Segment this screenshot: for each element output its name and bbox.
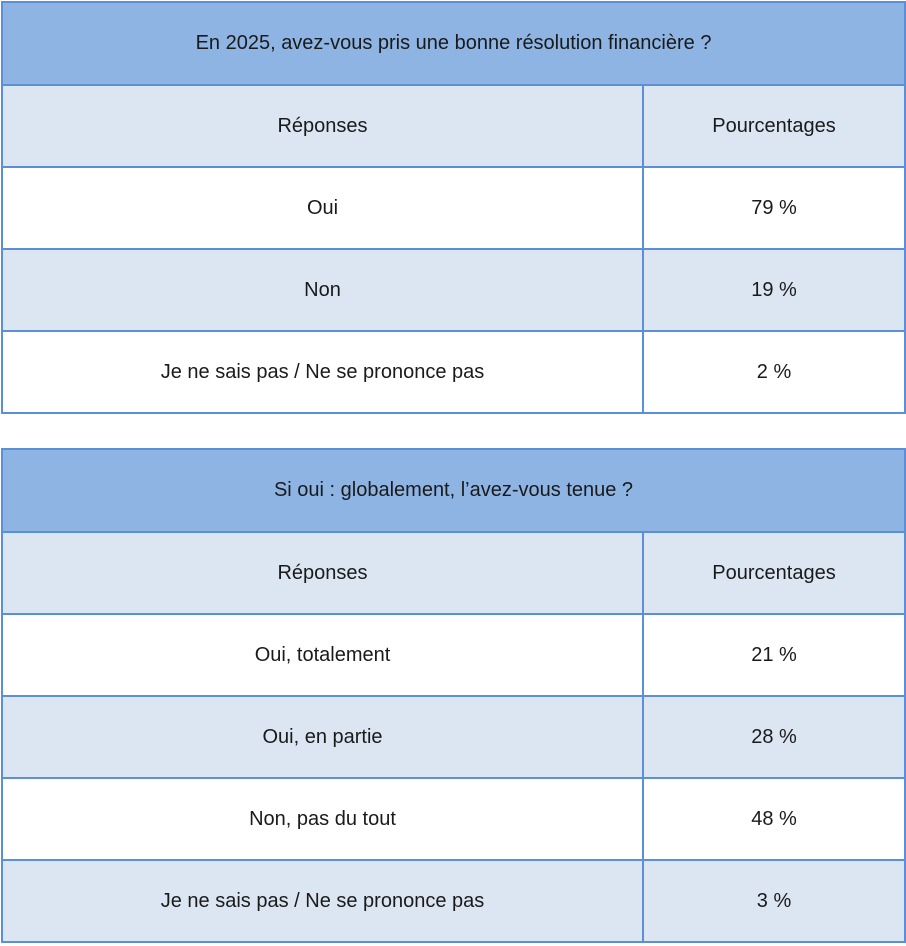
row-value: 48 %	[643, 778, 905, 860]
row-label: Oui	[2, 167, 643, 249]
row-value: 3 %	[643, 860, 905, 942]
table-row	[2, 331, 905, 413]
table-row	[2, 167, 905, 249]
row-label: Je ne sais pas / Ne se prononce pas	[2, 331, 643, 413]
table-row	[2, 249, 905, 331]
row-label: Oui, en partie	[2, 696, 643, 778]
row-label: Oui, totalement	[2, 614, 643, 696]
column-header-percentages: Pourcentages	[643, 85, 905, 167]
table-row	[2, 696, 905, 778]
row-value: 2 %	[643, 331, 905, 413]
table-title: Si oui : globalement, l’avez-vous tenue ?	[2, 449, 905, 532]
header-row	[2, 85, 905, 167]
table-title: En 2025, avez-vous pris une bonne résolution financière ?	[2, 2, 905, 85]
table-row	[2, 778, 905, 860]
row-value: 21 %	[643, 614, 905, 696]
row-label: Non	[2, 249, 643, 331]
table-row	[2, 860, 905, 942]
column-header-responses: Réponses	[2, 532, 643, 614]
column-header-responses: Réponses	[2, 85, 643, 167]
table-row	[2, 614, 905, 696]
column-header-percentages: Pourcentages	[643, 532, 905, 614]
row-label: Non, pas du tout	[2, 778, 643, 860]
header-row	[2, 532, 905, 614]
row-value: 19 %	[643, 249, 905, 331]
row-value: 79 %	[643, 167, 905, 249]
row-value: 28 %	[643, 696, 905, 778]
resolution-table	[1, 1, 906, 414]
row-label: Je ne sais pas / Ne se prononce pas	[2, 860, 643, 942]
kept-resolution-table	[1, 448, 906, 943]
